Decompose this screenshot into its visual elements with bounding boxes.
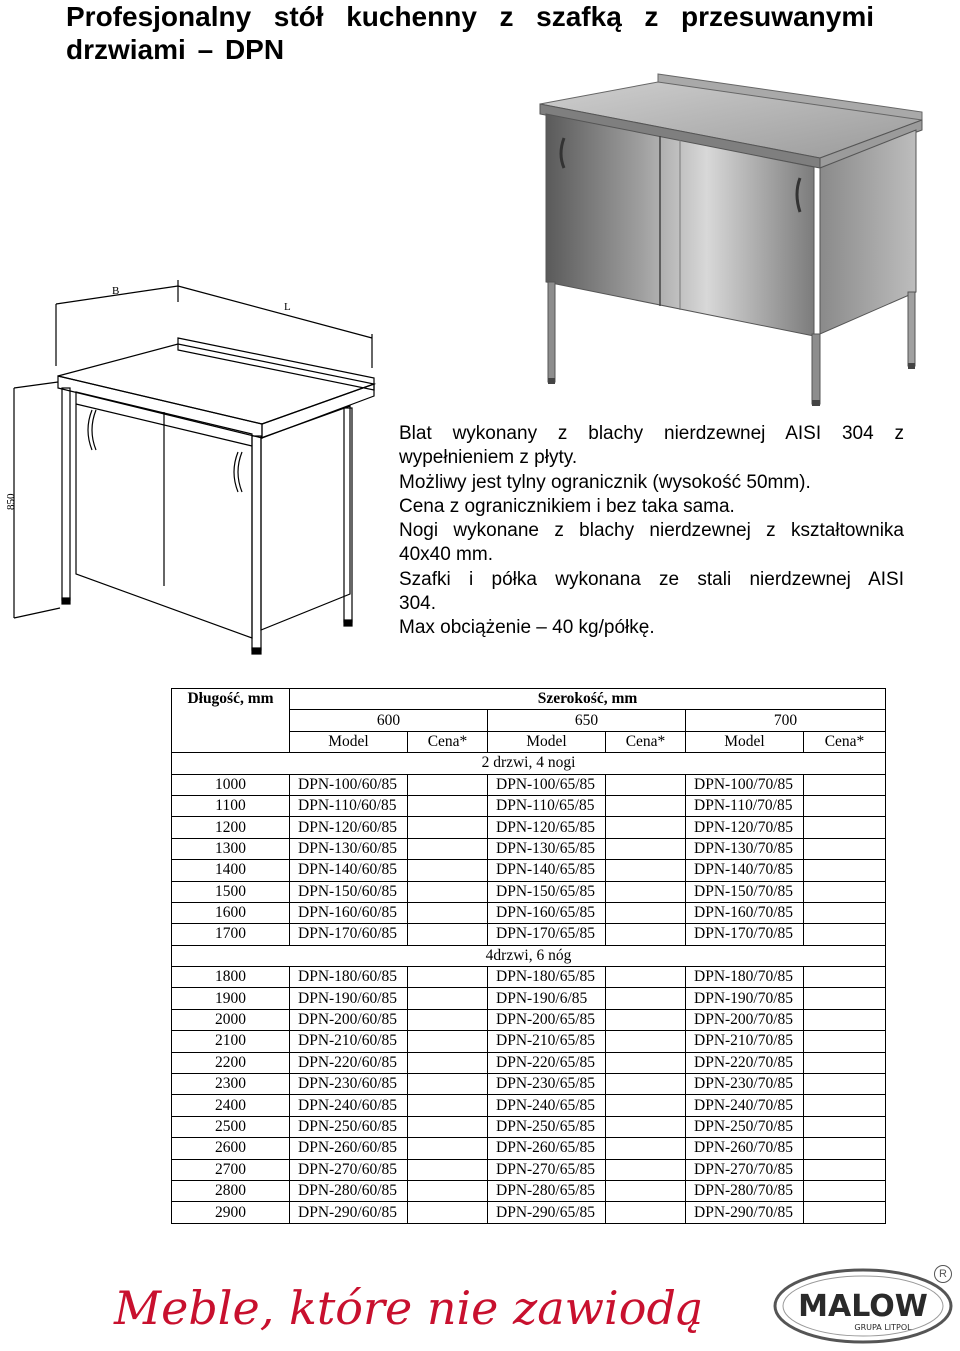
dimension-drawing — [0, 278, 385, 658]
model-cell: DPN-260/65/85 — [488, 1138, 606, 1159]
model-cell: DPN-270/70/85 — [686, 1159, 804, 1180]
price-cell — [408, 881, 488, 902]
price-cell — [606, 860, 686, 881]
price-cell — [408, 902, 488, 923]
model-cell: DPN-170/65/85 — [488, 924, 606, 945]
model-cell: DPN-210/70/85 — [686, 1031, 804, 1052]
price-cell — [606, 1009, 686, 1030]
price-header: Cena* — [606, 731, 686, 752]
table-row — [172, 1138, 886, 1159]
model-cell: DPN-290/65/85 — [488, 1202, 606, 1223]
table-row — [172, 774, 886, 795]
page-title — [66, 0, 886, 66]
model-cell: DPN-200/65/85 — [488, 1009, 606, 1030]
table-row — [172, 1116, 886, 1137]
model-cell: DPN-100/65/85 — [488, 774, 606, 795]
length-cell: 1300 — [172, 838, 290, 859]
model-cell: DPN-220/60/85 — [290, 1052, 408, 1073]
model-cell: DPN-240/65/85 — [488, 1095, 606, 1116]
slogan — [110, 1272, 770, 1346]
price-cell — [606, 1138, 686, 1159]
model-table — [171, 688, 886, 1224]
price-cell — [408, 1095, 488, 1116]
table-row — [172, 1031, 886, 1052]
model-cell: DPN-180/60/85 — [290, 967, 408, 988]
model-cell: DPN-140/60/85 — [290, 860, 408, 881]
model-cell: DPN-280/60/85 — [290, 1180, 408, 1201]
price-cell — [804, 795, 886, 816]
price-cell — [804, 1180, 886, 1201]
model-cell: DPN-240/60/85 — [290, 1095, 408, 1116]
model-cell: DPN-280/70/85 — [686, 1180, 804, 1201]
price-cell — [408, 1074, 488, 1095]
model-header: Model — [290, 731, 408, 752]
model-cell: DPN-120/65/85 — [488, 817, 606, 838]
group-header: 2 drzwi, 4 nogi — [172, 753, 886, 774]
desc-line: Cena z ogranicznikiem i bez taka sama. — [399, 495, 735, 517]
model-cell: DPN-100/70/85 — [686, 774, 804, 795]
model-cell: DPN-160/70/85 — [686, 902, 804, 923]
price-cell — [804, 1116, 886, 1137]
length-cell: 2100 — [172, 1031, 290, 1052]
length-cell: 1900 — [172, 988, 290, 1009]
length-cell: 1500 — [172, 881, 290, 902]
desc-line: 40x40 mm. — [399, 544, 493, 566]
price-cell — [408, 1159, 488, 1180]
price-cell — [408, 967, 488, 988]
table-row — [172, 1159, 886, 1180]
length-cell: 2500 — [172, 1116, 290, 1137]
model-cell: DPN-160/65/85 — [488, 902, 606, 923]
length-cell: 1000 — [172, 774, 290, 795]
model-header: Model — [488, 731, 606, 752]
model-cell: DPN-230/70/85 — [686, 1074, 804, 1095]
model-cell: DPN-120/70/85 — [686, 817, 804, 838]
model-cell: DPN-190/6/85 — [488, 988, 606, 1009]
model-cell: DPN-150/70/85 — [686, 881, 804, 902]
model-cell: DPN-170/60/85 — [290, 924, 408, 945]
model-cell: DPN-260/70/85 — [686, 1138, 804, 1159]
price-cell — [408, 774, 488, 795]
length-cell: 2400 — [172, 1095, 290, 1116]
logo-subtext: GRUPA LITPOL — [854, 1323, 912, 1332]
model-cell: DPN-140/70/85 — [686, 860, 804, 881]
width-600: 600 — [290, 710, 488, 731]
b-label: B — [112, 285, 120, 297]
model-cell: DPN-130/60/85 — [290, 838, 408, 859]
model-cell: DPN-190/70/85 — [686, 988, 804, 1009]
table-row — [172, 1009, 886, 1030]
length-cell: 1800 — [172, 967, 290, 988]
model-cell: DPN-200/70/85 — [686, 1009, 804, 1030]
price-cell — [804, 1138, 886, 1159]
price-cell — [606, 902, 686, 923]
price-cell — [606, 881, 686, 902]
model-cell: DPN-100/60/85 — [290, 774, 408, 795]
length-cell: 1600 — [172, 902, 290, 923]
width-700: 700 — [686, 710, 886, 731]
table-row — [172, 1052, 886, 1073]
price-cell — [606, 1180, 686, 1201]
malow-logo — [771, 1266, 955, 1346]
price-cell — [606, 924, 686, 945]
price-cell — [804, 838, 886, 859]
model-cell: DPN-160/60/85 — [290, 902, 408, 923]
table-row — [172, 881, 886, 902]
price-cell — [606, 988, 686, 1009]
price-cell — [606, 774, 686, 795]
price-cell — [804, 1052, 886, 1073]
table-row — [172, 967, 886, 988]
desc-line: Max obciążenie – 40 kg/półkę. — [399, 617, 655, 639]
price-cell — [804, 967, 886, 988]
model-cell: DPN-280/65/85 — [488, 1180, 606, 1201]
table-row — [172, 1074, 886, 1095]
model-cell: DPN-210/60/85 — [290, 1031, 408, 1052]
model-cell: DPN-190/60/85 — [290, 988, 408, 1009]
price-cell — [804, 881, 886, 902]
price-cell — [606, 795, 686, 816]
length-cell: 2900 — [172, 1202, 290, 1223]
model-cell: DPN-150/60/85 — [290, 881, 408, 902]
model-cell: DPN-290/70/85 — [686, 1202, 804, 1223]
price-cell — [606, 817, 686, 838]
price-cell — [606, 1095, 686, 1116]
length-cell: 2700 — [172, 1159, 290, 1180]
desc-line: 304. — [399, 593, 436, 615]
desc-line: Szafki i półka wykonana ze stali nierdzewnej AISI — [399, 568, 904, 590]
price-cell — [606, 1052, 686, 1073]
table-row — [172, 988, 886, 1009]
model-cell: DPN-250/70/85 — [686, 1116, 804, 1137]
price-cell — [606, 1202, 686, 1223]
price-cell — [408, 1116, 488, 1137]
model-cell: DPN-230/65/85 — [488, 1074, 606, 1095]
group-header: 4drzwi, 6 nóg — [172, 945, 886, 966]
price-cell — [804, 1074, 886, 1095]
width-header: Szerokość, mm — [290, 689, 886, 710]
price-cell — [408, 1009, 488, 1030]
price-cell — [804, 988, 886, 1009]
price-cell — [408, 795, 488, 816]
desc-line: Nogi wykonane z blachy nierdzewnej z kształtownika — [399, 520, 904, 542]
title-line-2: drzwiami – DPN — [66, 34, 285, 65]
model-cell: DPN-110/65/85 — [488, 795, 606, 816]
price-cell — [408, 1031, 488, 1052]
table-row — [172, 795, 886, 816]
price-cell — [408, 1202, 488, 1223]
model-cell: DPN-220/70/85 — [686, 1052, 804, 1073]
model-cell: DPN-170/70/85 — [686, 924, 804, 945]
model-cell: DPN-120/60/85 — [290, 817, 408, 838]
model-cell: DPN-130/70/85 — [686, 838, 804, 859]
price-cell — [408, 1180, 488, 1201]
price-cell — [606, 1031, 686, 1052]
price-cell — [606, 967, 686, 988]
price-cell — [606, 838, 686, 859]
l-label: L — [284, 301, 291, 313]
model-cell: DPN-270/65/85 — [488, 1159, 606, 1180]
price-cell — [606, 1116, 686, 1137]
table-row — [172, 902, 886, 923]
model-header: Model — [686, 731, 804, 752]
price-cell — [408, 924, 488, 945]
model-cell: DPN-290/60/85 — [290, 1202, 408, 1223]
length-cell: 1200 — [172, 817, 290, 838]
length-cell: 2800 — [172, 1180, 290, 1201]
table-row — [172, 1095, 886, 1116]
table-row — [172, 1180, 886, 1201]
model-cell: DPN-240/70/85 — [686, 1095, 804, 1116]
model-cell: DPN-180/70/85 — [686, 967, 804, 988]
length-cell: 1100 — [172, 795, 290, 816]
length-cell: 1400 — [172, 860, 290, 881]
price-cell — [804, 860, 886, 881]
model-cell: DPN-110/70/85 — [686, 795, 804, 816]
model-cell: DPN-180/65/85 — [488, 967, 606, 988]
logo-text: MALOW — [798, 1289, 928, 1324]
model-cell: DPN-260/60/85 — [290, 1138, 408, 1159]
model-cell: DPN-250/60/85 — [290, 1116, 408, 1137]
table-row — [172, 817, 886, 838]
price-cell — [408, 988, 488, 1009]
model-cell: DPN-150/65/85 — [488, 881, 606, 902]
price-cell — [408, 1138, 488, 1159]
price-cell — [408, 838, 488, 859]
height-label: 850 — [5, 493, 17, 510]
price-header: Cena* — [804, 731, 886, 752]
model-cell: DPN-270/60/85 — [290, 1159, 408, 1180]
model-cell: DPN-200/60/85 — [290, 1009, 408, 1030]
desc-line: wypełnieniem z płyty. — [399, 447, 578, 469]
table-row — [172, 838, 886, 859]
length-cell: 2600 — [172, 1138, 290, 1159]
registered-mark: R — [934, 1265, 952, 1283]
price-cell — [804, 902, 886, 923]
length-cell: 2300 — [172, 1074, 290, 1095]
length-header: Długość, mm — [172, 689, 290, 710]
price-cell — [606, 1074, 686, 1095]
desc-line: Możliwy jest tylny ogranicznik (wysokość 50mm). — [399, 471, 811, 493]
description — [399, 422, 904, 641]
slogan-text: Meble, które nie zawiodą — [114, 1281, 704, 1335]
product-photo — [530, 68, 940, 408]
price-cell — [804, 774, 886, 795]
price-cell — [804, 1009, 886, 1030]
model-cell: DPN-110/60/85 — [290, 795, 408, 816]
model-cell: DPN-140/65/85 — [488, 860, 606, 881]
price-cell — [408, 817, 488, 838]
width-650: 650 — [488, 710, 686, 731]
model-cell: DPN-250/65/85 — [488, 1116, 606, 1137]
model-cell: DPN-230/60/85 — [290, 1074, 408, 1095]
desc-line: Blat wykonany z blachy nierdzewnej AISI 304 z — [399, 423, 904, 444]
table-row — [172, 924, 886, 945]
price-cell — [606, 1159, 686, 1180]
model-cell: DPN-130/65/85 — [488, 838, 606, 859]
table-row — [172, 860, 886, 881]
price-cell — [804, 1095, 886, 1116]
price-cell — [804, 1031, 886, 1052]
price-cell — [804, 924, 886, 945]
length-cell: 1700 — [172, 924, 290, 945]
price-cell — [408, 1052, 488, 1073]
length-cell: 2000 — [172, 1009, 290, 1030]
price-cell — [804, 1202, 886, 1223]
price-cell — [804, 1159, 886, 1180]
model-cell: DPN-210/65/85 — [488, 1031, 606, 1052]
price-cell — [804, 817, 886, 838]
table-row — [172, 1202, 886, 1223]
price-header: Cena* — [408, 731, 488, 752]
price-cell — [408, 860, 488, 881]
length-cell: 2200 — [172, 1052, 290, 1073]
model-cell: DPN-220/65/85 — [488, 1052, 606, 1073]
title-line-1: Profesjonalny stół kuchenny z szafką z przesuwanymi — [66, 1, 874, 32]
